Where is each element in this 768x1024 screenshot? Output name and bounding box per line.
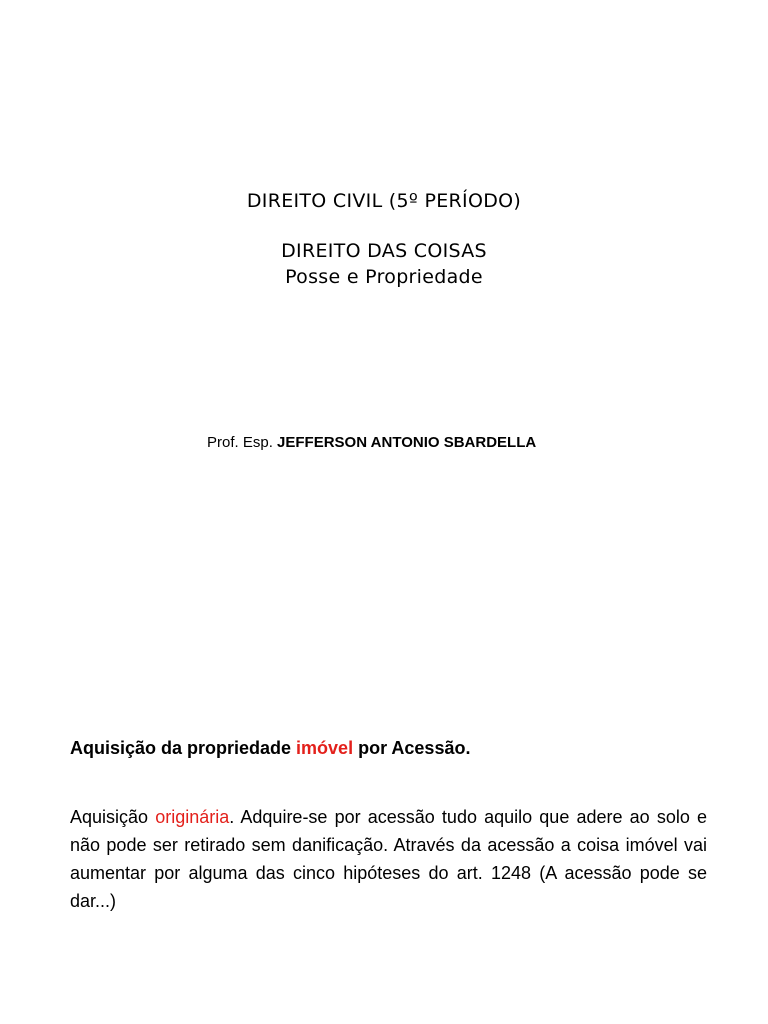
subject-subtitle: Posse e Propriedade bbox=[285, 266, 483, 288]
author-line bbox=[207, 433, 536, 453]
body-paragraph bbox=[70, 803, 707, 915]
author-prefix: Prof. Esp. bbox=[207, 434, 273, 451]
heading-text-after: por Acessão. bbox=[353, 738, 471, 758]
course-title: DIREITO CIVIL (5º PERÍODO) bbox=[246, 190, 522, 212]
heading-highlight: imóvel bbox=[296, 738, 354, 758]
subject-title: DIREITO DAS COISAS bbox=[281, 240, 487, 262]
paragraph-text-before: Aquisição bbox=[70, 807, 156, 827]
heading-text-before: Aquisição da propriedade bbox=[70, 738, 297, 758]
paragraph-highlight: originária bbox=[155, 807, 230, 827]
section-heading bbox=[70, 735, 710, 761]
paragraph-text-after: . Adquire-se por acessão tudo aquilo que adere ao solo e não pode ser retirado sem danificação. Através da acessão a coisa imóvel vai aumentar por alguma das cinco hipóteses do art. 1248 (A acessão pode se dar...) bbox=[70, 807, 707, 911]
author-name: JEFFERSON ANTONIO SBARDELLA bbox=[277, 434, 537, 451]
